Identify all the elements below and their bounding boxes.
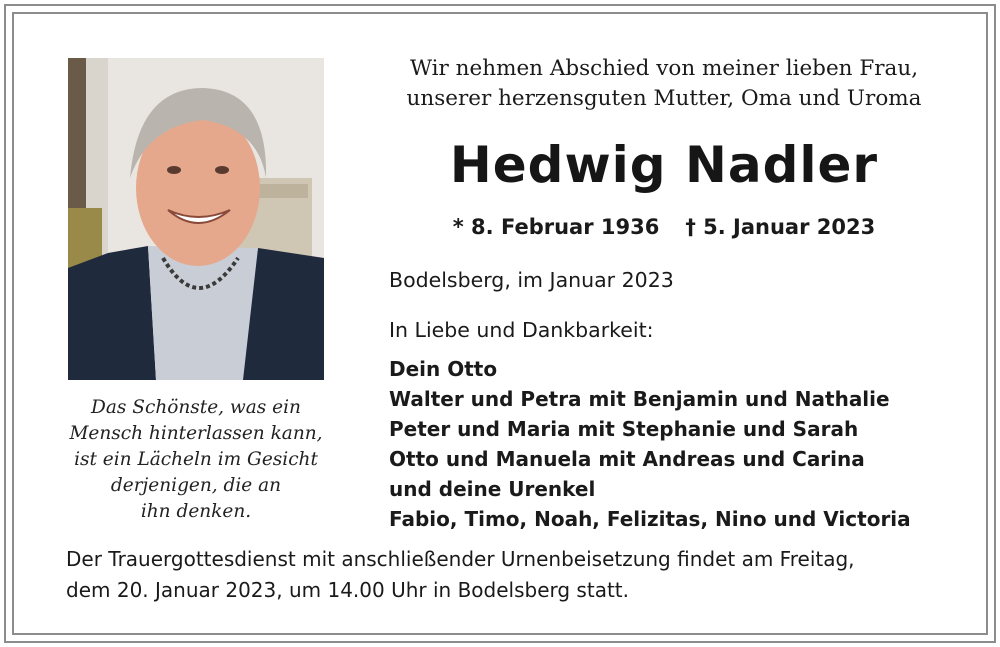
family-line: Fabio, Timo, Noah, Felizitas, Nino und Victoria: [389, 507, 911, 531]
service-line-2: dem 20. Januar 2023, um 14.00 Uhr in Bodelsberg statt.: [66, 578, 629, 602]
service-info: [66, 544, 855, 606]
life-dates: [380, 215, 948, 239]
intro-line-2: unserer herzensguten Mutter, Oma und Uroma: [406, 86, 922, 111]
quote-line: derjenigen, die an: [110, 475, 282, 496]
quote-line: ist ein Lächeln im Gesicht: [74, 449, 318, 470]
family-line: Dein Otto: [389, 357, 498, 381]
intro-line-1: Wir nehmen Abschied von meiner lieben Frau,: [409, 56, 919, 81]
thanks-heading: In Liebe und Dankbarkeit:: [389, 318, 654, 342]
family-list: [389, 354, 911, 534]
quote-line: Das Schönste, was ein: [91, 397, 301, 418]
deceased-name: Hedwig Nadler: [449, 136, 879, 194]
memorial-quote: [56, 395, 336, 525]
family-line: Peter und Maria mit Stephanie und Sarah: [389, 417, 859, 441]
place-date: Bodelsberg, im Januar 2023: [389, 268, 674, 292]
quote-line: ihn denken.: [140, 501, 252, 522]
intro-text: [380, 54, 948, 114]
portrait-photo: [68, 58, 324, 380]
birth-date: * 8. Februar 1936: [452, 215, 660, 239]
family-line: Walter und Petra mit Benjamin und Nathalie: [389, 387, 890, 411]
quote-line: Mensch hinterlassen kann,: [69, 423, 323, 444]
death-date: † 5. Januar 2023: [685, 215, 876, 239]
family-line: Otto und Manuela mit Andreas und Carina: [389, 447, 865, 471]
family-line: und deine Urenkel: [389, 477, 596, 501]
service-line-1: Der Trauergottesdienst mit anschließender Urnenbeisetzung findet am Freitag,: [66, 547, 855, 571]
